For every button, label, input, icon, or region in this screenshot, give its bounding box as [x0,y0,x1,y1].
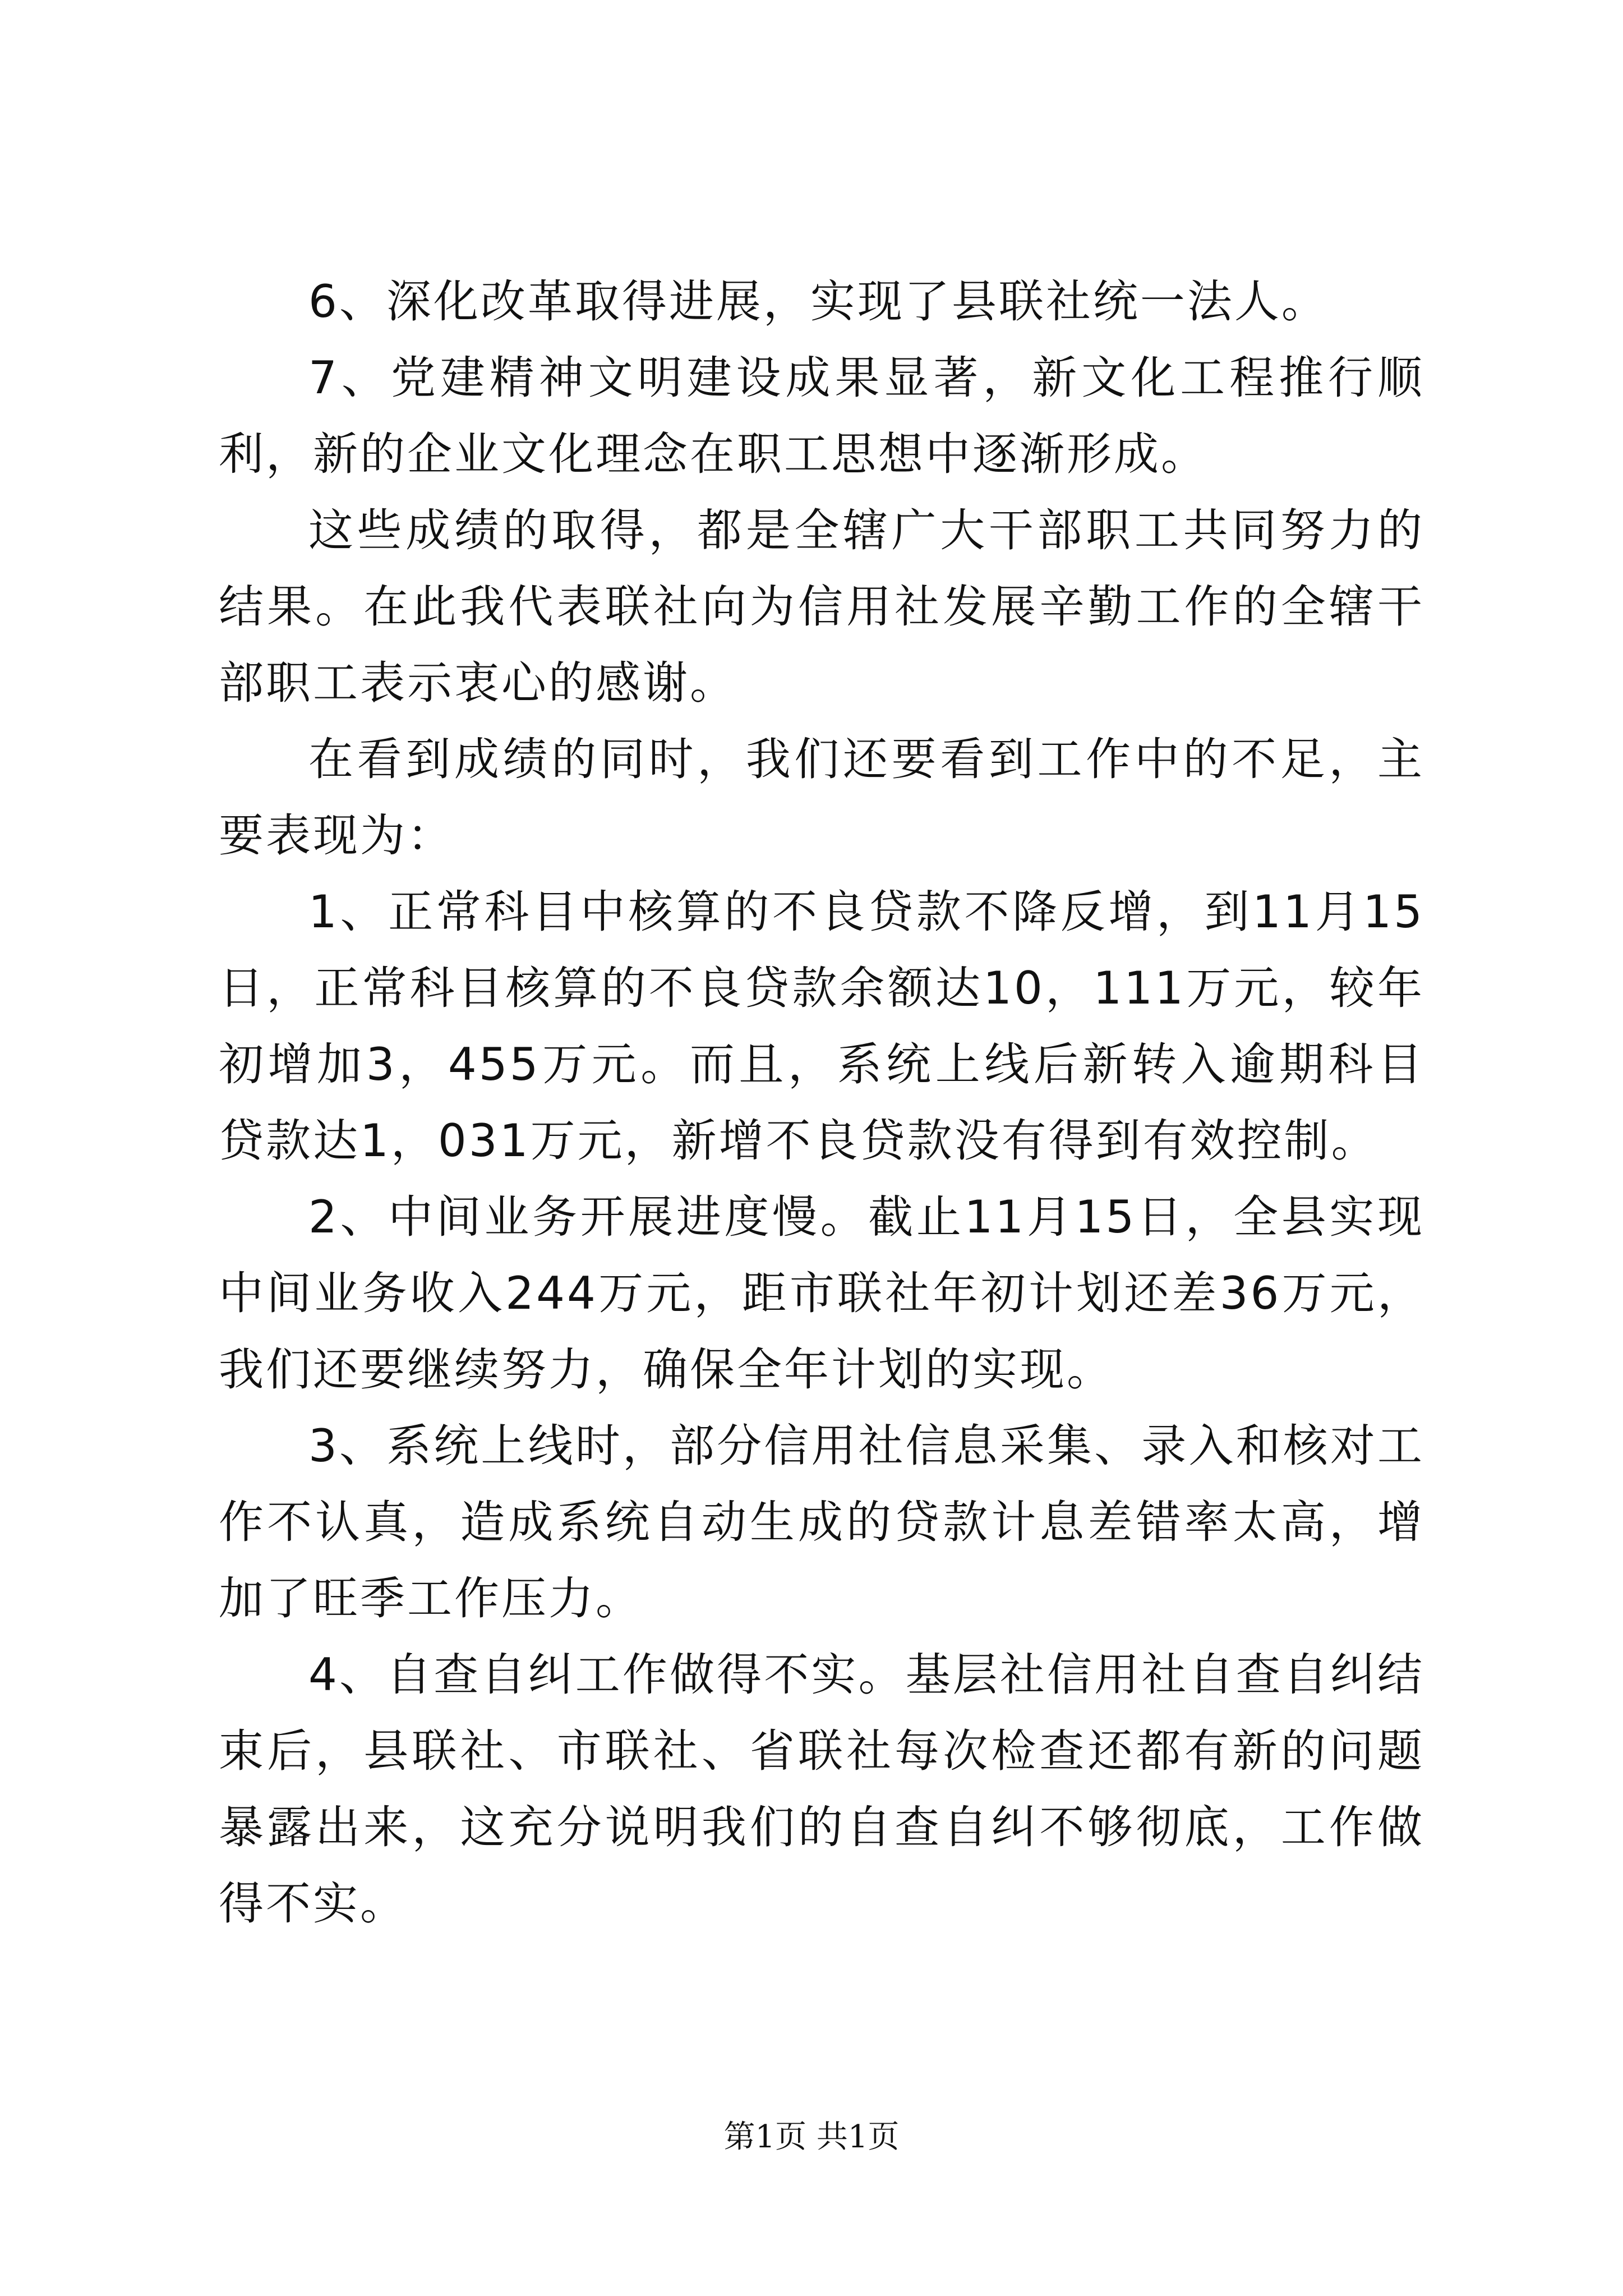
page-number-label: 第1页 共1页 [723,2119,900,2155]
paragraph-shortcoming-2: 2、中间业务开展进度慢。截止11月15日，全县实现中间业务收入244万元，距市联社年初计划还差36万元，我们还要继续努力，确保全年计划的实现。 [219,1191,1424,1396]
paragraph-shortcomings-intro: 在看到成绩的同时，我们还要看到工作中的不足，主要表现为： [219,733,1424,862]
paragraph-shortcoming-3: 3、系统上线时，部分信用社信息采集、录入和核对工作不认真，造成系统自动生成的贷款计息差错率太高，增加了旺季工作压力。 [219,1420,1424,1625]
page-footer [0,2115,1623,2160]
paragraph-shortcoming-1: 1、正常科目中核算的不良贷款不降反增，到11月15日，正常科目核算的不良贷款余额达10，111万元，较年初增加3，455万元。而且，系统上线后新转入逾期科目贷款达1，031万元，新增不良贷款没有得到有效控制。 [219,886,1424,1167]
document-body [219,264,1424,1942]
paragraph-achievements-thanks: 这些成绩的取得，都是全辖广大干部职工共同努力的结果。在此我代表联社向为信用社发展辛勤工作的全辖干部职工表示衷心的感谢。 [219,504,1424,709]
paragraph-shortcoming-4: 4、自查自纠工作做得不实。基层社信用社自查自纠结束后，县联社、市联社、省联社每次检查还都有新的问题暴露出来，这充分说明我们的自查自纠不够彻底，工作做得不实。 [219,1649,1424,1930]
paragraph-item-7: 7、党建精神文明建设成果显著，新文化工程推行顺利，新的企业文化理念在职工思想中逐渐形成。 [219,352,1424,480]
paragraph-item-6: 6、深化改革取得进展，实现了县联社统一法人。 [308,275,1329,328]
